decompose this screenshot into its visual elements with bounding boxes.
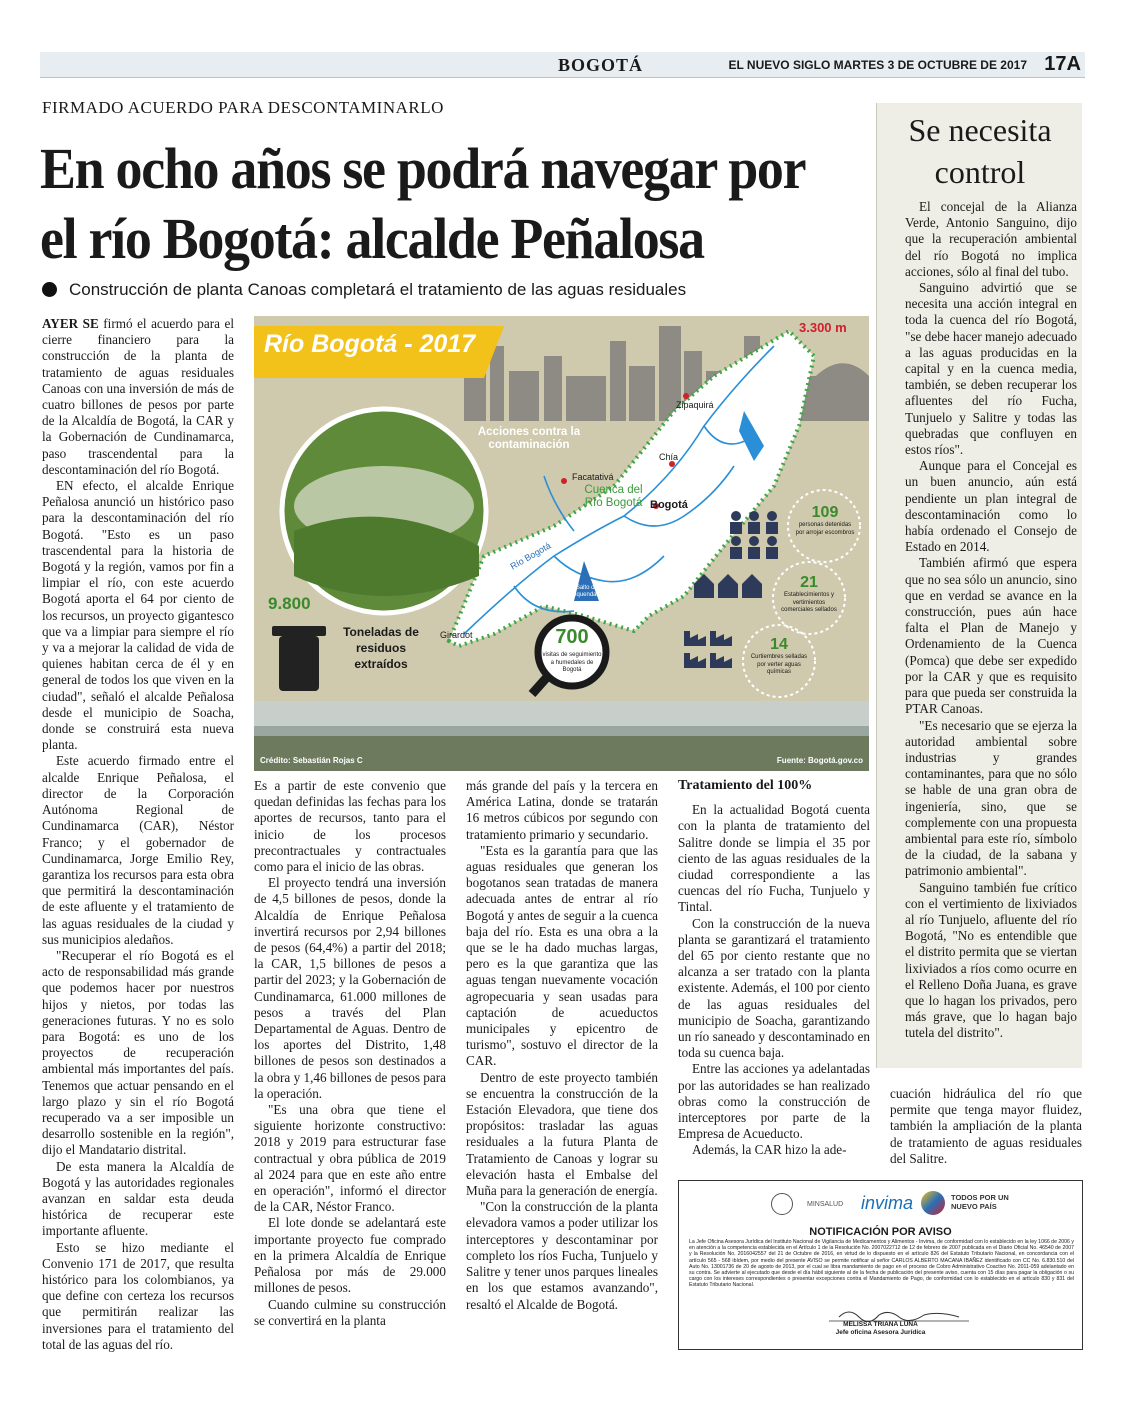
paragraph: "Es una obra que tiene el siguiente horizonte constructivo: 2018 y 2019 para estructurar fase contractual y obra pública de 2019 al 2024 para que en este año entre en operación", informó el director de la CAR, Néstor Franco. [254,1102,446,1215]
section-name: BOGOTÁ [558,55,644,75]
infographic-svg [254,316,869,771]
paragraph: "Esta es la garantía para que las aguas residuales que generan los bogotanos sean tratadas de manera adecuada antes de entrar al río Bogotá y antes de seguir a la cuenca baja del río. Esta es una obra a la que se le ha dado muchas largas, pero es la que garantiza que las aguas tengan nuevamente vocación agropecuaria y sean usadas para captación de acueductos municipales y epicentro de turismo", sostuvo el director de la CAR. [466,842,658,1069]
article-summary [42,280,842,300]
notice-signer: MELISSA TRIANA LUNA Jefe oficina Asesora Jurídica [835,1321,926,1336]
paragraph: Cuando culmine su construcción se convertirá en la planta [254,1296,446,1328]
paragraph: cuación hidráulica del río que permite que tenga mayor fluidez, también la ampliación de la planta de tratamiento de aguas residuales del Salitre. [890,1086,1082,1166]
notice-logos [771,1191,1071,1223]
article-column-2 [254,778,446,1329]
paragraph: Con la construcción de la nueva planta se garantizará el tratamiento del 65 por ciento restante que no alcanza a ser tratado con la planta existente. Además, el 100 por ciento de las aguas residuales del municipio de Soacha, garantizando un río saneado y descontaminado en toda su cuenca baja. [678,915,870,1061]
infographic-source: Fuente: Bogotá.gov.co [776,756,863,765]
colombia-logo-icon [921,1191,945,1215]
stat-shops-value: 21 [800,574,818,591]
page-number: 17A [1044,53,1081,75]
paragraph: En la actualidad Bogotá cuenta con la planta de tratamiento del Salitre donde se limpia el 35 por ciento de las aguas residuales de la ciudad correspondiente a las cuencas del río Fucha, Tunjuelo y Tintal. [678,802,870,915]
actions-label: Acciones contra la contaminación [477,426,581,451]
paragraph: Es a partir de este convenio que quedan definidas las fechas para los aportes de recursos, tanto para el inicio de los procesos precontractuales y contractuales como para el inicio de las obras. [254,778,446,875]
paragraph: Este acuerdo firmado entre el alcalde Enrique Peñalosa, el director de la Corporación Autónoma Regional de Cundinamarca (CAR), Néstor Franco; y el gobernador de Cundinamarca, Jorge Emilio Rey, garantiza los recursos para esta obra que permitirá la descontaminación de este afluente y el tratamiento de las aguas residuales de la ciudad y sus municipios aledaños. [42,753,234,947]
page-header [40,52,1085,78]
publication-date: EL NUEVO SIGLO MARTES 3 DE OCTUBRE DE 2017 [728,58,1027,72]
place-zipaquira: Zipaquirá [676,400,714,410]
paragraph: Dentro de este proyecto también se encuentra la construcción de la Estación Elevadora, que tiene dos propósitos: trasladar las aguas residuales a la futura Planta de Tratamiento de Canoas y lograr su elevación hasta el Embalse del Muña para la generación de energía. [466,1069,658,1199]
subheading: Tratamiento del 100% [678,778,813,793]
stat-shops-label: Establecimientos y vertimientos comerciales sellados [781,592,837,613]
paragraph: Esto se hizo mediante el Convenio 171 de 2017, que resulta histórico para los colombianos, ya que define con certeza los recursos que permitirán realizar las inversiones para el tratamiento del total de las aguas del río. [42,1239,234,1352]
sidebar-text [905,199,1077,1042]
salto-label: Salto del Tequendama [570,585,605,598]
trash-icon [279,636,319,691]
place-chia: Chía [659,452,679,462]
paragraph: "Es necesario que se ejerza la autoridad ambiental sobre industrias y grandes contaminantes, para que no sólo se hable de una gran obra de ingeniería, sino, que se complemente con una propuesta ambiental para este río, símbolo de la ciudad, de la sabana y patrimonio ambiental". [905,717,1077,879]
paragraph: El lote donde se adelantará este importante proyecto fue comprado en la primera Alcaldía de Enrique Peñalosa por más de 29.000 millones de pesos. [254,1215,446,1296]
minsalud-logo: MINSALUD [807,1201,844,1208]
paragraph: "Recuperar el río Bogotá es el acto de responsabilidad más grande que podemos hacer por nuestros hijos y nietos, por todas las generaciones futuras. Y no es solo para Bogotá: es uno de los proyectos de recuperación ambiental más importantes del país. Tenemos que actuar pensando en el largo plazo y sin el río Bogotá recuperado va a ser imposible un desarrollo sostenible en la región", dijo el Mandatario distrital. [42,947,234,1158]
paragraph: EN efecto, el alcalde Enrique Peñalosa anunció un histórico paso para la descontaminación del río Bogotá. "Esto es un paso trascendental para la historia de Bogotá y la región, vamos por fin a limpiar el río, con este acuerdo Bogotá aporta el 64 por ciento de los recursos, un proyecto gigantesco que va a limpiar para siempre el río y va a mejorar la calidad de vida de quienes habitan cerca de él y en general de todos los que viven en la ciudad", señaló el alcalde Peñalosa desde el municipio de Soacha, donde se construirá esta nueva planta. [42,478,234,753]
sidebar-title: Se necesita control [908,112,1052,190]
paragraph: Además, la CAR hizo la ade- [692,1142,847,1158]
paragraph: Sanguino advirtió que se necesita una acción integral en toda la cuenca del río Bogotá, "se debe hacer manejo adecuado a las aguas producidas en la capital y en la cuenca media, también, se deben recuperar los afluentes del río Fucha, Tunjuelo y Salitre y todas las quebradas que confluyen en estos ríos". [905,280,1077,458]
tons-label: Toneladas de residuos extraídos [343,625,419,671]
paragraph: "Con la construcción de la planta elevadora vamos a poder utilizar los interceptores y descontaminar por completo los ríos Fucha, Tunjuelo y Salitre y tener unos parques lineales en los que estamos avanzando", resaltó el Alcalde de Bogotá. [466,1199,658,1312]
sidebar-box [876,103,1082,1068]
bullet-icon [42,282,57,297]
infographic-rio-bogota [254,316,869,771]
article-column-4 [678,778,870,1159]
people-icon [730,511,778,559]
paragraph: De esta manera la Alcaldía de Bogotá y las autoridades regionales avanzan en saldar esta deuda histórica de recuperar este importante afluente. [42,1158,234,1239]
article-column-3 [466,778,658,1313]
article-column-5 [890,1086,1082,1167]
legal-notice [678,1180,1083,1350]
paragraph: El proyecto tendrá una inversión de 4,5 billones de pesos, donde la Alcaldía de Enrique Peñalosa invertirá recursos por 2,94 billones de pesos (64,4%) a partir del 2018; la CAR, 1,5 billones de pesos a partir del 2023; y la Gobernación de Cundinamarca, 61.000 millones de pesos a través del Plan Departamental de Aguas. Dentro de los aportes del Distrito, 1,48 billones de pesos son destinados a la obra y 1,46 billones de pesos para la operación. [254,875,446,1101]
lead-cap: AYER SE [42,316,99,331]
paragraph: Sanguino también fue crítico con el vertimiento de lixiviados al río Tunjuelo, afluente del río Bogotá, "No es entendible que el distrito permita que se viertan lixiviados a ríos como ocurre en el Relleno Doña Juana, es grave que lo hagan los privados, pero más grave, que lo hagan bajo tutela del distrito". [905,879,1077,1041]
coat-of-arms-icon [771,1193,793,1215]
paragraph: Aunque para el Concejal es un buen anuncio, aún está pendiente un plan integral de descontaminación como lo había ordenado el Consejo de Estado en 2014. [905,458,1077,555]
basin-label: Cuenca del Río Bogotá [584,484,643,509]
slogan-logo: TODOS POR UN NUEVO PAÍS [951,1193,1009,1211]
stat-visits-value: 700 [555,626,589,648]
stat-people-label: personas detenidas por arrojar escombros [795,522,855,536]
stat-tanneries-value: 14 [770,636,788,653]
paragraph: Entre las acciones ya adelantadas por las autoridades se han realizado obras como la construcción de interceptores por parte de la Empresa de Acueducto. [678,1061,870,1142]
article-kicker: FIRMADO ACUERDO PARA DESCONTAMINARLO [42,98,444,117]
shop-icon [694,574,762,618]
tons-value: 9.800 [268,594,311,613]
article-column-1 [42,316,234,1353]
summary-text: Construcción de planta Canoas completará el tratamiento de las aguas residuales [69,280,687,299]
place-bogota: Bogotá [650,499,688,511]
notice-title: NOTIFICACIÓN POR AVISO [809,1226,952,1238]
stat-visits-label: visitas de seguimiento a humedales de Bogotá [542,652,602,673]
altitude-label: 3.300 m [799,320,847,335]
stat-people-value: 109 [811,504,839,521]
paragraph: más grande del país y la tercera en América Latina, donde se tratarán 16 metros cúbicos por segundo con tratamiento primario y secundario. [466,778,658,842]
infographic-title: Río Bogotá - 2017 [264,330,476,358]
paragraph: El concejal de la Alianza Verde, Antonio Sanguino, dijo que la recuperación ambiental del río Bogotá no implica acciones, sólo al final del tubo. [905,199,1077,279]
stat-tanneries-label: Curtiembres selladas por verter aguas químicas [750,654,808,675]
place-girardot: Girardot [440,630,473,640]
place-facatativa: Facatativá [572,472,614,482]
paragraph: AYER SE firmó el acuerdo para el cierre financiero para la construcción de la planta de tratamiento de aguas residuales Canoas con una inversión de más de cuatro billones de pesos por parte de la Alcaldía de Bogotá, la CAR y la Gobernación de Cundinamarca, paso trascendental para la descontaminación del río Bogotá. [42,316,234,477]
infographic-credit: Crédito: Sebastián Rojas C [260,756,363,765]
article-headline: En ocho años se podrá navegar por el río Bogotá: alcalde Peñalosa [40,136,805,271]
factory-icon [684,631,732,668]
notice-body: La Jefe Oficina Asesora Jurídica del Instituto Nacional de Vigilancia de Medicamentos y Alimentos - Invima, de conformidad con lo establecido en la ley 1066 de 2006 y en atención a la competencia establecida en el Artículo 1 de la Resolución No. 2007022712 de 12 de febrero de 2007 publicada en el Diario Oficial No. 46540 de 2007 y la Resolución No. 2016042557 del 21 de Octubre de 2016, en virtud de lo dispuesto en el artículo 826 del Estatuto Tributario Nacional, en concordancia con el artículo 565 - 568 ibídem, por medio del presente AVISO se permite notificar al señor CARLOS ALBERTO MACANA IBAÑEZ identificado con CC No. 6.830.510 del Auto No. 13001736 de 20 de agosto de 2013, por el cual se libra mandamiento de pago en el proceso de Cobro Administrativo Coactivo No. 2011-059 adelantado en su contra. Se advierte al ejecutado que desde el día hábil siguiente al de la fecha de publicación del presente aviso, cuenta con 15 días para pagar la obligación o su cargo con los intereses correspondientes o presentar excepciones contra el Mandamiento de Pago, de conformidad con lo establecido en el artículo 830 y 831 del Estatuto Tributario Nacional. [689,1239,1074,1289]
paragraph: También afirmó que espera que no sea sólo un anuncio, sino que en verdad se avance en la construcción, pues aún hace falta el Plan de Manejo y Ordenamiento de la Cuenca (Pomca) que debe ser expedido por la CAR y que es requisito para que pueda ser construida la PTAR Canoas. [905,555,1077,717]
river-label: Río Bogotá [508,540,553,572]
invima-logo: invima [861,1193,914,1213]
